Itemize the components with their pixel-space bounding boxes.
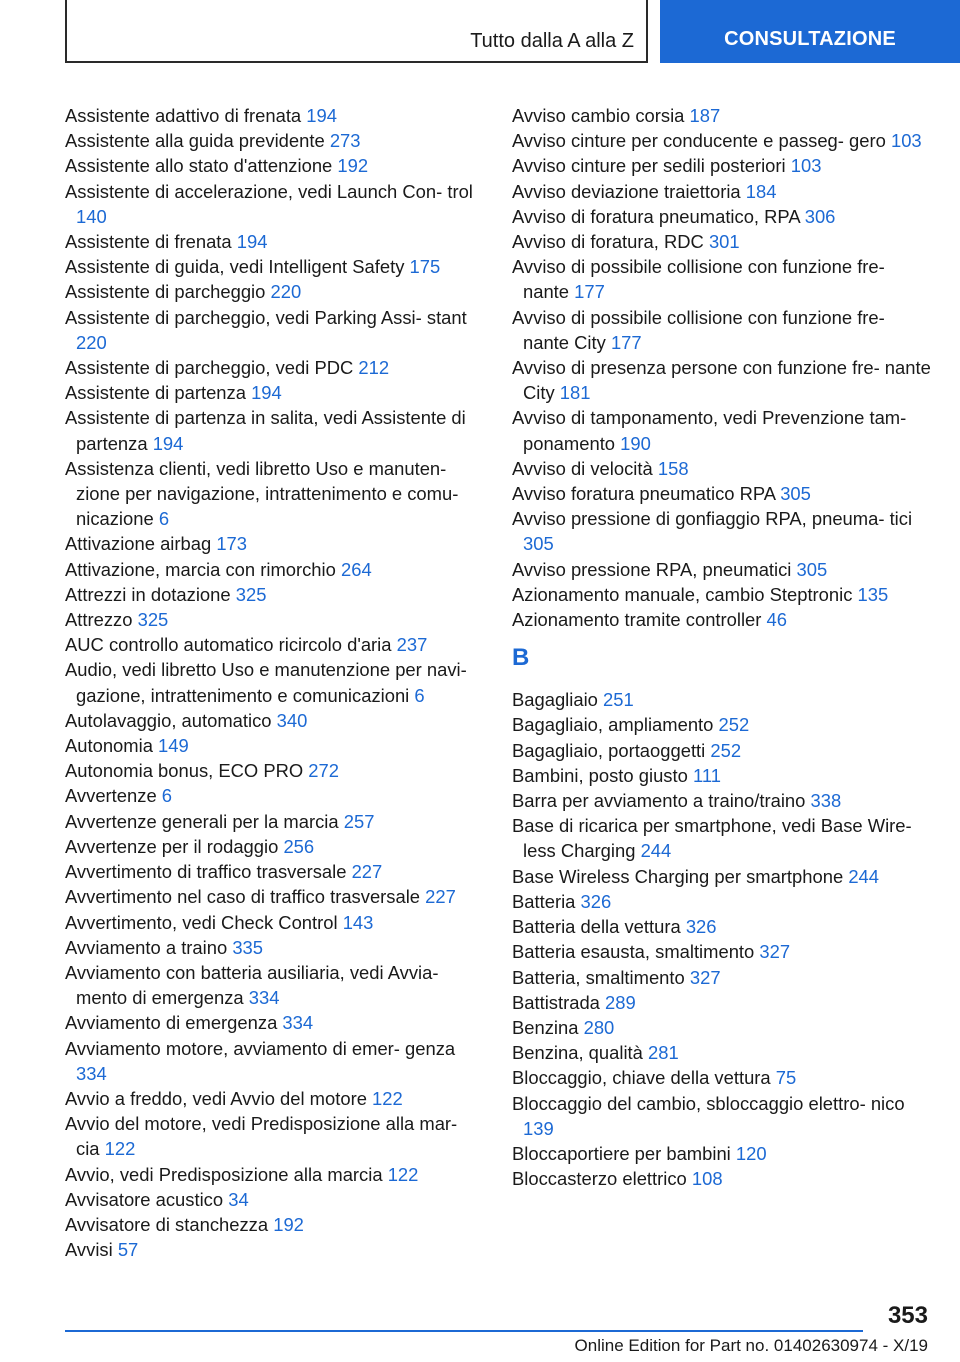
entry-text: Avviso cinture per sedili posteriori [512, 155, 786, 177]
entry-page-link[interactable]: 120 [735, 1142, 767, 1164]
entry-text: Avviso pressione di gonfiaggio RPA, pneuma‐ tici [512, 508, 913, 530]
index-entry [65, 632, 485, 657]
entry-text: Batteria [512, 890, 576, 912]
index-entry [512, 355, 932, 405]
entry-text: Autonomia [65, 735, 153, 757]
index-entry [65, 783, 485, 808]
index-entry [65, 531, 485, 556]
entry-page-link[interactable]: 75 [775, 1067, 797, 1089]
entry-text: Batteria, smaltimento [512, 966, 685, 988]
index-entry [65, 380, 485, 405]
entry-page-link[interactable]: 184 [745, 180, 777, 202]
index-entry [65, 708, 485, 733]
entry-text: Bagagliaio [512, 689, 598, 711]
index-entry [65, 960, 485, 1010]
right-entries-b [512, 687, 932, 1191]
entry-page-link[interactable]: 220 [76, 331, 107, 353]
index-entry [512, 990, 932, 1015]
entry-text: Barra per avviamento a traino/traino [512, 790, 806, 812]
section-tab[interactable]: CONSULTAZIONE [660, 0, 960, 63]
left-entries [65, 103, 485, 1262]
index-entry [512, 914, 932, 939]
entry-text: Avvertenze [65, 785, 157, 807]
entry-page-link[interactable]: 192 [337, 155, 369, 177]
index-entry [65, 834, 485, 859]
entry-page-link[interactable]: 158 [657, 457, 689, 479]
entry-text: Base di ricarica per smartphone, vedi Base Wire‐ less Charging [512, 815, 912, 862]
entry-page-link[interactable]: 305 [796, 558, 828, 580]
entry-page-link[interactable]: 194 [251, 382, 282, 404]
entry-page-link[interactable]: 139 [523, 1117, 554, 1139]
index-entry [65, 254, 485, 279]
entry-page-link[interactable]: 6 [161, 785, 173, 807]
entry-page-link[interactable]: 103 [790, 155, 822, 177]
index-entry [65, 758, 485, 783]
index-entry [65, 229, 485, 254]
entry-text: Audio, vedi libretto Uso e manutenzione per navi‐ gazione, intrattenimento e comunicazioni [65, 659, 467, 706]
entry-page-link[interactable]: 194 [152, 432, 184, 454]
entry-page-link[interactable]: 264 [340, 558, 372, 580]
entry-page-link[interactable]: 338 [810, 790, 842, 812]
index-entry [512, 456, 932, 481]
entry-text: Avvertimento di traffico trasversale [65, 861, 347, 883]
entry-text: Base Wireless Charging per smartphone [512, 865, 844, 887]
index-entry [512, 103, 932, 128]
entry-page-link[interactable]: 256 [283, 835, 315, 857]
entry-text: Battistrada [512, 991, 600, 1013]
entry-text: Assistente di partenza [65, 382, 246, 404]
entry-text: Avviso di foratura, RDC [512, 231, 704, 253]
entry-page-link[interactable]: 212 [358, 357, 390, 379]
entry-text: Assistente allo stato d'attenzione [65, 155, 333, 177]
entry-page-link[interactable]: 122 [387, 1163, 419, 1185]
entry-text: Bloccaportiere per bambini [512, 1142, 731, 1164]
index-entry [512, 153, 932, 178]
entry-page-link[interactable]: 327 [759, 941, 791, 963]
index-entry [65, 305, 485, 355]
entry-page-link[interactable]: 192 [273, 1213, 304, 1235]
entry-page-link[interactable]: 326 [580, 890, 612, 912]
entry-page-link[interactable]: 305 [780, 483, 811, 505]
entry-text: Attrezzi in dotazione [65, 583, 231, 605]
index-entry [65, 456, 485, 532]
index-entry [512, 939, 932, 964]
entry-text: Avvio a freddo, vedi Avvio del motore [65, 1087, 367, 1109]
index-entry [512, 1166, 932, 1191]
entry-page-link[interactable]: 108 [691, 1168, 723, 1190]
entry-page-link[interactable]: 281 [648, 1042, 679, 1064]
index-entry [512, 712, 932, 737]
entry-page-link[interactable]: 190 [620, 432, 651, 454]
entry-page-link[interactable]: 340 [276, 709, 308, 731]
entry-text: Assistente di partenza in salita, vedi Assistente di partenza [65, 407, 466, 454]
entry-text: Avvisatore di stanchezza [65, 1213, 269, 1235]
index-entry [512, 481, 932, 506]
entry-page-link[interactable]: 103 [890, 130, 922, 152]
index-entry [65, 809, 485, 834]
entry-page-link[interactable]: 237 [396, 634, 428, 656]
entry-page-link[interactable]: 227 [351, 861, 383, 883]
entry-page-link[interactable]: 187 [689, 105, 721, 126]
entry-page-link[interactable]: 34 [228, 1188, 249, 1210]
entry-text: Avviso di foratura pneumatico, RPA [512, 205, 800, 227]
entry-text: Avviamento a traino [65, 936, 228, 958]
index-entry [65, 1187, 485, 1212]
entry-text: Assistente alla guida previdente [65, 130, 325, 152]
entry-text: Avviso di possibile collisione con funzione fre‐ nante City [512, 306, 885, 353]
entry-page-link[interactable]: 305 [523, 533, 554, 555]
entry-text: Avviamento di emergenza [65, 1012, 278, 1034]
entry-text: Avvertenze generali per la marcia [65, 810, 339, 832]
entry-text: Avvertenze per il rodaggio [65, 835, 279, 857]
index-entry [512, 1040, 932, 1065]
entry-page-link[interactable]: 244 [848, 865, 879, 887]
index-entry [512, 1141, 932, 1166]
index-entry [65, 607, 485, 632]
entry-text: Avvio del motore, vedi Predisposizione alla mar‐ cia [65, 1113, 458, 1160]
index-entry [65, 1162, 485, 1187]
entry-page-link[interactable]: 177 [610, 331, 642, 353]
entry-text: Azionamento manuale, cambio Steptronic [512, 583, 853, 605]
index-entry [65, 179, 485, 229]
entry-text: Avviso cambio corsia [512, 105, 685, 126]
entry-page-link[interactable]: 327 [689, 966, 721, 988]
entry-page-link[interactable]: 335 [232, 936, 264, 958]
entry-page-link[interactable]: 289 [605, 991, 636, 1013]
entry-page-link[interactable]: 227 [425, 886, 456, 908]
entry-text: Bloccaggio del cambio, sbloccaggio elettro‐ nico [512, 1092, 905, 1114]
entry-page-link[interactable]: 273 [329, 130, 361, 152]
header-title: Tutto dalla A alla Z [470, 30, 634, 52]
index-entry [65, 582, 485, 607]
entry-text: Bloccasterzo elettrico [512, 1168, 687, 1190]
entry-page-link[interactable]: 280 [583, 1016, 615, 1038]
index-entry [512, 582, 932, 607]
header-box [65, 0, 648, 63]
entry-page-link[interactable]: 251 [603, 689, 634, 711]
entry-page-link[interactable]: 334 [76, 1062, 107, 1084]
section-letter: B [512, 644, 530, 672]
index-entry [65, 279, 485, 304]
index-entry [65, 657, 485, 707]
index-entry [65, 405, 485, 455]
entry-page-link[interactable]: 220 [270, 281, 302, 303]
entry-page-link[interactable]: 6 [158, 508, 170, 530]
index-entry [512, 738, 932, 763]
entry-page-link[interactable]: 325 [235, 583, 267, 605]
entry-page-link[interactable]: 173 [216, 533, 248, 555]
entry-text: Assistente di parcheggio [65, 281, 266, 303]
index-entry [65, 733, 485, 758]
index-entry [512, 687, 932, 712]
entry-page-link[interactable]: 334 [282, 1012, 314, 1034]
entry-page-link[interactable]: 326 [685, 916, 717, 938]
entry-text: Batteria esausta, smaltimento [512, 941, 755, 963]
entry-text: Attivazione, marcia con rimorchio [65, 558, 336, 580]
index-entry [512, 889, 932, 914]
entry-text: Avvisi [65, 1239, 113, 1261]
entry-page-link[interactable]: 177 [574, 281, 605, 303]
index-entry [512, 179, 932, 204]
index-entry [512, 965, 932, 990]
entry-text: Avvertimento, vedi Check Control [65, 911, 338, 933]
index-entry [512, 229, 932, 254]
entry-page-link[interactable]: 334 [248, 987, 280, 1009]
entry-page-link[interactable]: 122 [104, 1138, 136, 1160]
index-entry [512, 607, 932, 632]
entry-page-link[interactable]: 306 [804, 205, 836, 227]
index-entry [65, 1237, 485, 1262]
entry-page-link[interactable]: 135 [857, 583, 889, 605]
footer-edition: Online Edition for Part no. 01402630974 - X/19 [574, 1336, 928, 1355]
entry-text: Assistente di guida, vedi Intelligent Safety [65, 256, 405, 278]
entry-page-link[interactable]: 57 [117, 1239, 139, 1261]
index-entry [65, 910, 485, 935]
entry-page-link[interactable]: 252 [710, 739, 742, 761]
entry-text: Autolavaggio, automatico [65, 709, 272, 731]
index-entry [512, 305, 932, 355]
entry-text: Bloccaggio, chiave della vettura [512, 1067, 771, 1089]
entry-text: Bagagliaio, portaoggetti [512, 739, 706, 761]
entry-text: Assistenza clienti, vedi libretto Uso e manuten‐ zione per navigazione, intrattenimento e comu‐ nicazione [65, 457, 459, 530]
entry-page-link[interactable]: 143 [342, 911, 374, 933]
entry-text: Assistente di parcheggio, vedi PDC [65, 357, 354, 379]
index-entry [65, 153, 485, 178]
entry-text: Avviso foratura pneumatico RPA [512, 483, 776, 505]
entry-text: Avviso cinture per conducente e passeg‐ gero [512, 130, 886, 152]
index-entry [65, 355, 485, 380]
entry-page-link[interactable]: 175 [409, 256, 441, 278]
entry-page-link[interactable]: 252 [718, 714, 750, 736]
page-number: 353 [887, 1302, 928, 1329]
entry-text: Avviso di velocità [512, 457, 653, 479]
entry-text: Avviso deviazione traiettoria [512, 180, 741, 202]
index-entry [512, 1065, 932, 1090]
entry-page-link[interactable]: 181 [559, 382, 591, 404]
entry-text: Avviamento con batteria ausiliaria, vedi Avvia‐ mento di emergenza [65, 961, 439, 1009]
entry-page-link[interactable]: 6 [414, 684, 425, 706]
entry-text: Avviso pressione RPA, pneumatici [512, 558, 792, 580]
entry-text: Bambini, posto giusto [512, 764, 688, 786]
entry-text: Avviso di possibile collisione con funzione fre‐ nante [512, 256, 885, 303]
entry-text: Assistente di accelerazione, vedi Launch Con‐ trol [65, 180, 473, 202]
index-entry [512, 864, 932, 889]
index-entry [512, 1091, 932, 1141]
entry-text: Bagagliaio, ampliamento [512, 714, 714, 736]
index-entry [65, 557, 485, 582]
entry-page-link[interactable]: 325 [137, 609, 169, 631]
entry-text: Avviamento motore, avviamento di emer‐ genza [65, 1037, 456, 1059]
index-entry [512, 557, 932, 582]
footer-rule [65, 1330, 863, 1332]
entry-text: Attrezzo [65, 609, 133, 631]
right-entries-a [512, 103, 932, 632]
entry-text: Benzina, qualità [512, 1042, 643, 1064]
entry-text: Avvertimento nel caso di traffico trasversale [65, 886, 421, 908]
index-entry [512, 128, 932, 153]
index-entry [65, 884, 485, 909]
entry-page-link[interactable]: 149 [158, 735, 189, 757]
index-entry [512, 813, 932, 863]
entry-text: Avvio, vedi Predisposizione alla marcia [65, 1163, 383, 1185]
index-column-left [65, 103, 485, 1262]
entry-text: Assistente di frenata [65, 231, 232, 253]
entry-page-link[interactable]: 111 [692, 764, 721, 786]
entry-page-link[interactable]: 122 [372, 1087, 403, 1109]
entry-text: Azionamento tramite controller [512, 609, 762, 631]
entry-page-link[interactable]: 244 [640, 840, 672, 862]
index-entry [65, 859, 485, 884]
entry-page-link[interactable]: 46 [766, 609, 787, 631]
index-entry [65, 1010, 485, 1035]
index-entry [512, 788, 932, 813]
entry-text: Benzina [512, 1016, 579, 1038]
index-entry [512, 763, 932, 788]
entry-text: Attivazione airbag [65, 533, 212, 555]
index-entry [512, 506, 932, 556]
entry-text: Avviso di presenza persone con funzione fre‐ nante City [512, 357, 931, 404]
index-entry [65, 1111, 485, 1161]
entry-page-link[interactable]: 301 [708, 231, 740, 253]
entry-page-link[interactable]: 194 [306, 105, 337, 126]
entry-text: Avvisatore acustico [65, 1188, 224, 1210]
entry-text: Autonomia bonus, ECO PRO [65, 760, 304, 782]
index-entry [512, 204, 932, 229]
entry-text: Assistente di parcheggio, vedi Parking Assi‐ stant [65, 306, 467, 328]
index-entry [65, 1212, 485, 1237]
index-entry [65, 1086, 485, 1111]
entry-page-link[interactable]: 257 [343, 810, 375, 832]
index-entry [65, 103, 485, 128]
entry-text: Assistente adattivo di frenata [65, 105, 302, 126]
index-entry [65, 935, 485, 960]
index-entry [512, 254, 932, 304]
entry-text: Avviso di tamponamento, vedi Prevenzione tam‐ ponamento [512, 407, 907, 454]
entry-page-link[interactable]: 272 [308, 760, 339, 782]
entry-text: Batteria della vettura [512, 916, 681, 938]
entry-page-link[interactable]: 140 [76, 205, 107, 227]
index-entry [65, 128, 485, 153]
index-entry [512, 1015, 932, 1040]
index-entry [65, 1036, 485, 1086]
entry-page-link[interactable]: 194 [236, 231, 268, 253]
entry-text: AUC controllo automatico ricircolo d'aria [65, 634, 392, 656]
index-column-right [512, 103, 932, 1191]
index-entry [512, 405, 932, 455]
